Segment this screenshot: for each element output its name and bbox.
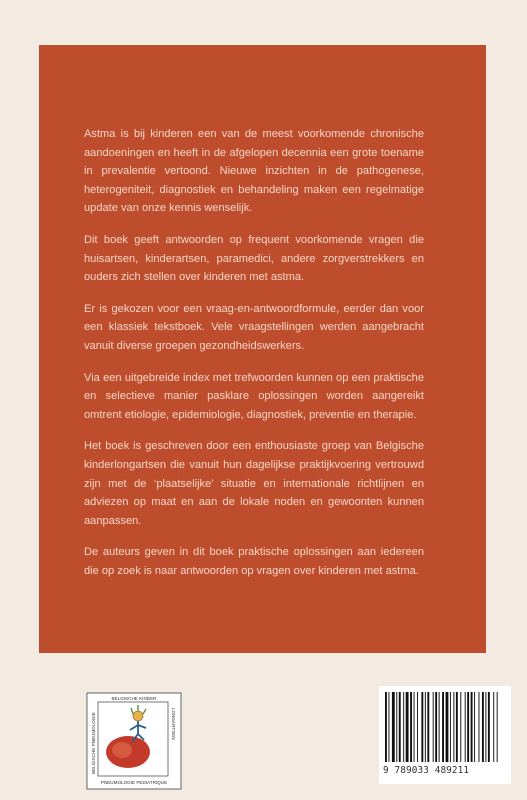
- barcode-bar: [410, 692, 412, 762]
- barcode-bar: [456, 692, 458, 762]
- barcode-bar: [427, 692, 429, 762]
- barcode-bar: [467, 692, 469, 762]
- barcode-bar: [396, 692, 397, 762]
- barcode-bar: [439, 692, 440, 762]
- barcode-bar: [433, 692, 434, 762]
- barcode-bar: [442, 692, 444, 762]
- blurb-paragraph-4: Via een uitgebreide index met trefwoorden kunnen op een praktische en selectieve manier pasklare oplossingen worden aangereikt omtrent etiologie, epidemiologie, diagnostiek, preventie en therapie.: [84, 371, 424, 421]
- barcode-bar: [474, 692, 475, 762]
- blurb-text: [84, 125, 424, 580]
- isbn-digits: 9 789033 489211: [383, 765, 470, 776]
- logo-left-text: BELGISCHE PNEUMOLOGIE: [91, 712, 96, 774]
- barcode-bar: [488, 692, 490, 762]
- blurb-paragraph-5: Het boek is geschreven door een enthousiaste groep van Belgische kinderlongartsen die vanuit hun dagelijkse praktijkvoering vertrouwd zijn met de ‘plaatselijke’ situatie en internationale richtlijnen en adviezen op maat en aan de lokale noden en gewoonten kunnen aanpassen.: [84, 440, 424, 527]
- barcode-bar: [425, 692, 426, 762]
- barcode-bar: [417, 692, 418, 762]
- barcode-bar: [399, 692, 401, 762]
- blurb-paragraph-6: De auteurs geven in dit boek praktische oplossingen aan iedereen die op zoek is naar antwoorden op vragen over kinderen met astma.: [84, 546, 424, 577]
- barcode-bar: [388, 692, 389, 762]
- barcode-bar: [392, 692, 395, 762]
- barcode-bar: [453, 692, 454, 762]
- back-cover-panel: [39, 45, 486, 653]
- barcode-bar: [460, 692, 461, 762]
- blurb-paragraph-1: Astma is bij kinderen een van de meest voorkomende chronische aandoeningen en heeft in de afgelopen decennia een grote toename in prevalentie vertoond. Nieuwe inzichten in de pathogenese, heterogeniteit, diagnostiek en behandeling maken een regelmatige update van onze kennis wenselijk.: [84, 128, 424, 215]
- barcode-bar: [493, 692, 494, 762]
- logo-right-text: LONGARTSEN: [171, 708, 176, 740]
- barcode-bar: [385, 692, 387, 762]
- barcode-bar: [421, 692, 423, 762]
- blurb-paragraph-2: Dit boek geeft antwoorden op frequent voorkomende vragen die huisartsen, kinderartsen, paramedici, andere zorgverstrekkers en ouders zich stellen over kinderen met astma.: [84, 233, 424, 284]
- barcode-bar: [446, 692, 449, 762]
- barcode-bar: [414, 692, 415, 762]
- logo-bottom-text: PNEUMOLOGIE PEDIATRIQUE: [100, 780, 168, 785]
- barcode-bar: [403, 692, 404, 762]
- cover-top-strip: [0, 0, 527, 40]
- barcode-bar: [479, 692, 480, 762]
- barcode-bar: [465, 692, 466, 762]
- barcode-bar: [435, 692, 437, 762]
- society-logo: [86, 692, 182, 790]
- logo-top-text: BELGISCHE KINDER: [111, 696, 157, 701]
- barcode-bar: [497, 692, 498, 762]
- barcode-bar: [450, 692, 451, 762]
- barcode-bar: [482, 692, 484, 762]
- barcode-bar: [406, 692, 409, 762]
- blurb-paragraph-3: Er is gekozen voor een vraag-en-antwoordformule, eerder dan voor een klassiek tekstboek. Vele vraagstellingen werden aangebracht vanuit diverse groepen gezondheidswerkers.: [84, 302, 424, 352]
- barcode-bar: [485, 692, 486, 762]
- barcode-bar: [471, 692, 473, 762]
